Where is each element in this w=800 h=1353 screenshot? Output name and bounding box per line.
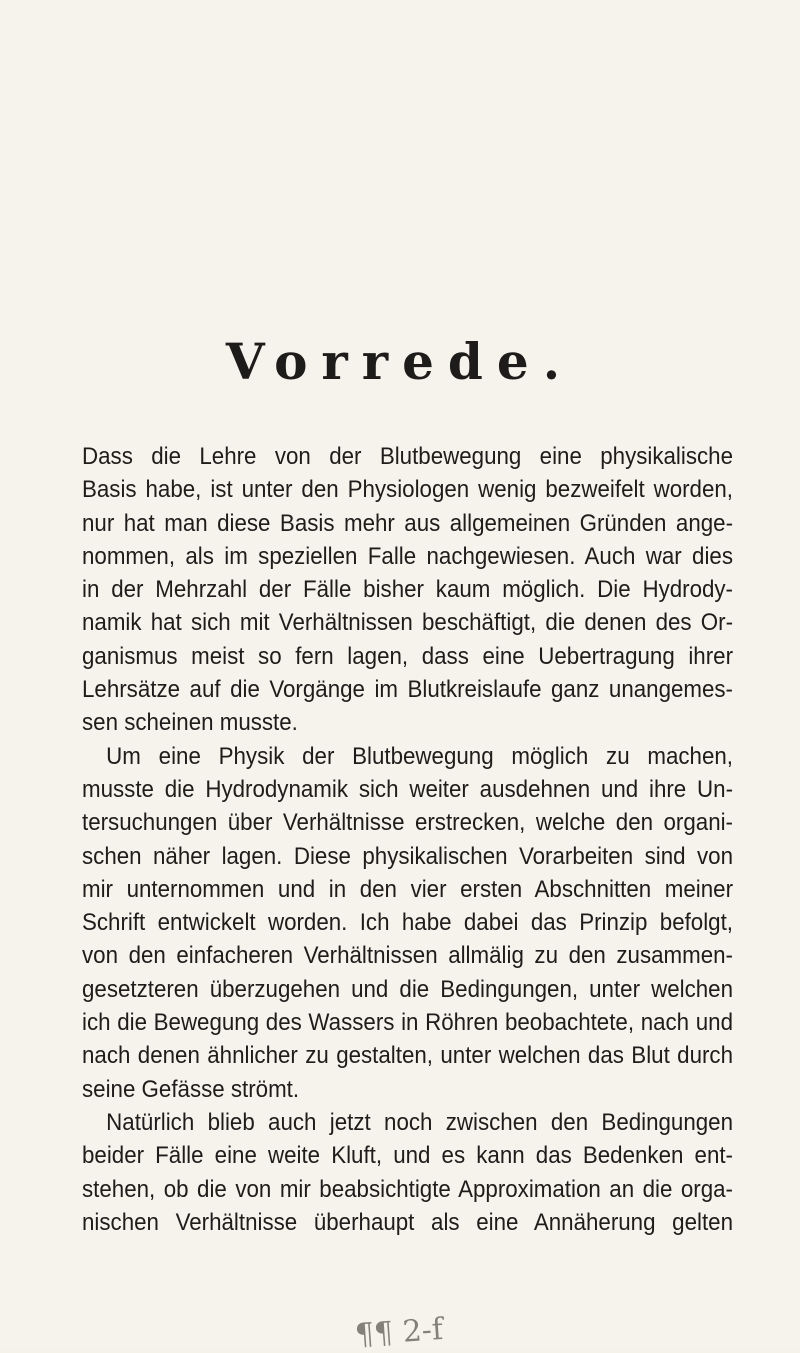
text-line: stehen, ob die von mir beabsichtigte Approximation an die orga- bbox=[82, 1175, 733, 1203]
text-line: nischen Verhältnisse überhaupt als eine Annäherung gelten bbox=[82, 1208, 733, 1236]
text-line: nach denen ähnlicher zu gestalten, unter welchen das Blut durch bbox=[82, 1042, 733, 1070]
text-line: mir unternommen und in den vier ersten Abschnitten meiner bbox=[82, 875, 733, 903]
text-line: in der Mehrzahl der Fälle bisher kaum möglich. Die Hydrody- bbox=[82, 576, 733, 604]
text-line: ich die Bewegung des Wassers in Röhren beobachtete, nach und bbox=[82, 1009, 733, 1037]
text-line: Natürlich blieb auch jetzt noch zwischen den Bedingungen bbox=[106, 1108, 734, 1136]
text-line: sen scheinen musste. bbox=[82, 709, 298, 737]
text-line: Um eine Physik der Blutbewegung möglich zu machen, bbox=[106, 742, 734, 770]
text-line: musste die Hydrodynamik sich weiter ausdehnen und ihre Un- bbox=[82, 775, 733, 803]
text-line: Dass die Lehre von der Blutbewegung eine physikalische bbox=[82, 443, 733, 470]
text-line: namik hat sich mit Verhältnissen beschäftigt, die denen des Or- bbox=[82, 609, 733, 637]
text-line: seine Gefässe strömt. bbox=[82, 1075, 300, 1103]
text-line: Lehrsätze auf die Vorgänge im Blutkreislaufe ganz unangemes- bbox=[82, 676, 733, 704]
preface-body-text bbox=[82, 440, 734, 1239]
text-line: beider Fälle eine weite Kluft, und es kann das Bedenken ent- bbox=[82, 1142, 733, 1170]
text-line: tersuchungen über Verhältnisse erstrecken, welche den organi- bbox=[82, 809, 733, 837]
text-line: nommen, als im speziellen Falle nachgewiesen. Auch war dies bbox=[82, 542, 733, 570]
text-line: schen näher lagen. Diese physikalischen Vorarbeiten sind von bbox=[82, 842, 733, 870]
text-line: von den einfacheren Verhältnissen allmälig zu den zusammen- bbox=[82, 942, 733, 970]
text-line: gesetzteren überzugehen und die Bedingungen, unter welchen bbox=[82, 975, 733, 1003]
text-line: nur hat man diese Basis mehr aus allgemeinen Gründen ange- bbox=[82, 509, 733, 537]
page-title: Vorrede. bbox=[225, 332, 575, 391]
text-line: Schrift entwickelt worden. Ich habe dabei das Prinzip befolgt, bbox=[82, 909, 733, 937]
signature-mark: ¶¶ 2-f bbox=[353, 1311, 445, 1353]
text-line: Basis habe, ist unter den Physiologen wenig bezweifelt worden, bbox=[82, 476, 733, 504]
text-line: ganismus meist so fern lagen, dass eine Uebertragung ihrer bbox=[82, 642, 733, 670]
